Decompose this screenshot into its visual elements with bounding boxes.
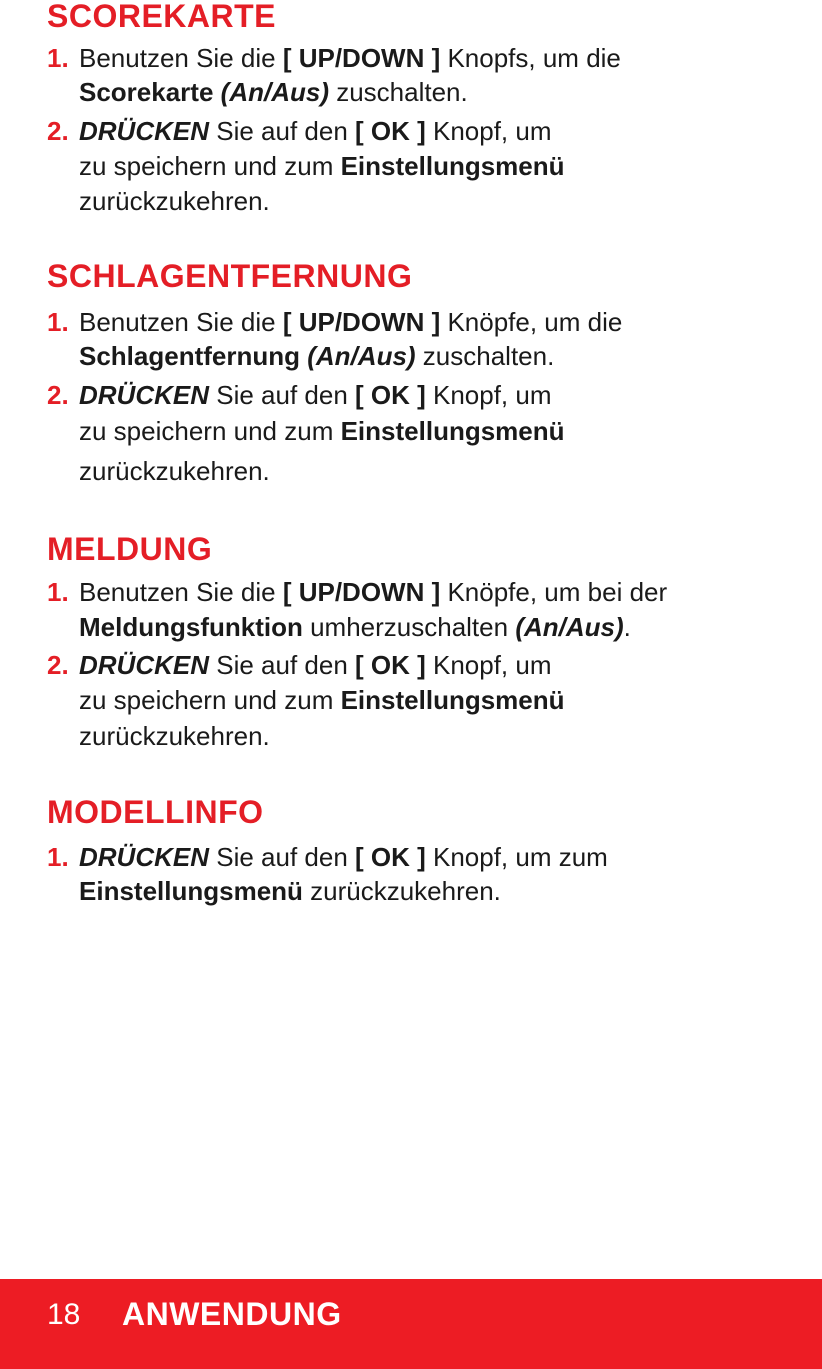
- section-title: SCOREKARTE: [47, 0, 277, 34]
- step-line: Einstellungsmenü zurückzukehren.: [79, 876, 501, 906]
- step-line: Benutzen Sie die [ UP/DOWN ] Knöpfe, um die: [79, 307, 623, 337]
- step-line: zu speichern und zum Einstellungsmenü: [79, 151, 565, 181]
- section-title: SCHLAGENTFERNUNG: [47, 258, 413, 294]
- step-line: zu speichern und zum Einstellungsmenü: [79, 416, 565, 446]
- step-number: 1.: [47, 307, 69, 337]
- step-line: Scorekarte (An/Aus) zuschalten.: [79, 77, 468, 107]
- step-line: DRÜCKEN Sie auf den [ OK ] Knopf, um zum: [79, 842, 608, 872]
- section-title: MODELLINFO: [47, 794, 264, 830]
- step-line: zurückzukehren.: [79, 456, 270, 486]
- footer-section-title: ANWENDUNG: [122, 1296, 342, 1332]
- page-number: 18: [47, 1298, 81, 1331]
- step-line: Meldungsfunktion umherzuschalten (An/Aus).: [79, 612, 631, 642]
- step-line: Benutzen Sie die [ UP/DOWN ] Knopfs, um die: [79, 43, 621, 73]
- section-title: MELDUNG: [47, 531, 213, 567]
- step-line: DRÜCKEN Sie auf den [ OK ] Knopf, um: [79, 116, 552, 146]
- step-number: 1.: [47, 842, 69, 872]
- step-line: Schlagentfernung (An/Aus) zuschalten.: [79, 341, 555, 371]
- step-number: 2.: [47, 650, 69, 680]
- step-line: Benutzen Sie die [ UP/DOWN ] Knöpfe, um bei der: [79, 577, 668, 607]
- step-line: DRÜCKEN Sie auf den [ OK ] Knopf, um: [79, 380, 552, 410]
- step-line: zu speichern und zum Einstellungsmenü: [79, 685, 565, 715]
- page-footer: [0, 1279, 822, 1369]
- step-line: zurückzukehren.: [79, 186, 270, 216]
- step-line: DRÜCKEN Sie auf den [ OK ] Knopf, um: [79, 650, 552, 680]
- step-number: 2.: [47, 116, 69, 146]
- step-line: zurückzukehren.: [79, 721, 270, 751]
- step-number: 1.: [47, 577, 69, 607]
- step-number: 1.: [47, 43, 69, 73]
- step-number: 2.: [47, 380, 69, 410]
